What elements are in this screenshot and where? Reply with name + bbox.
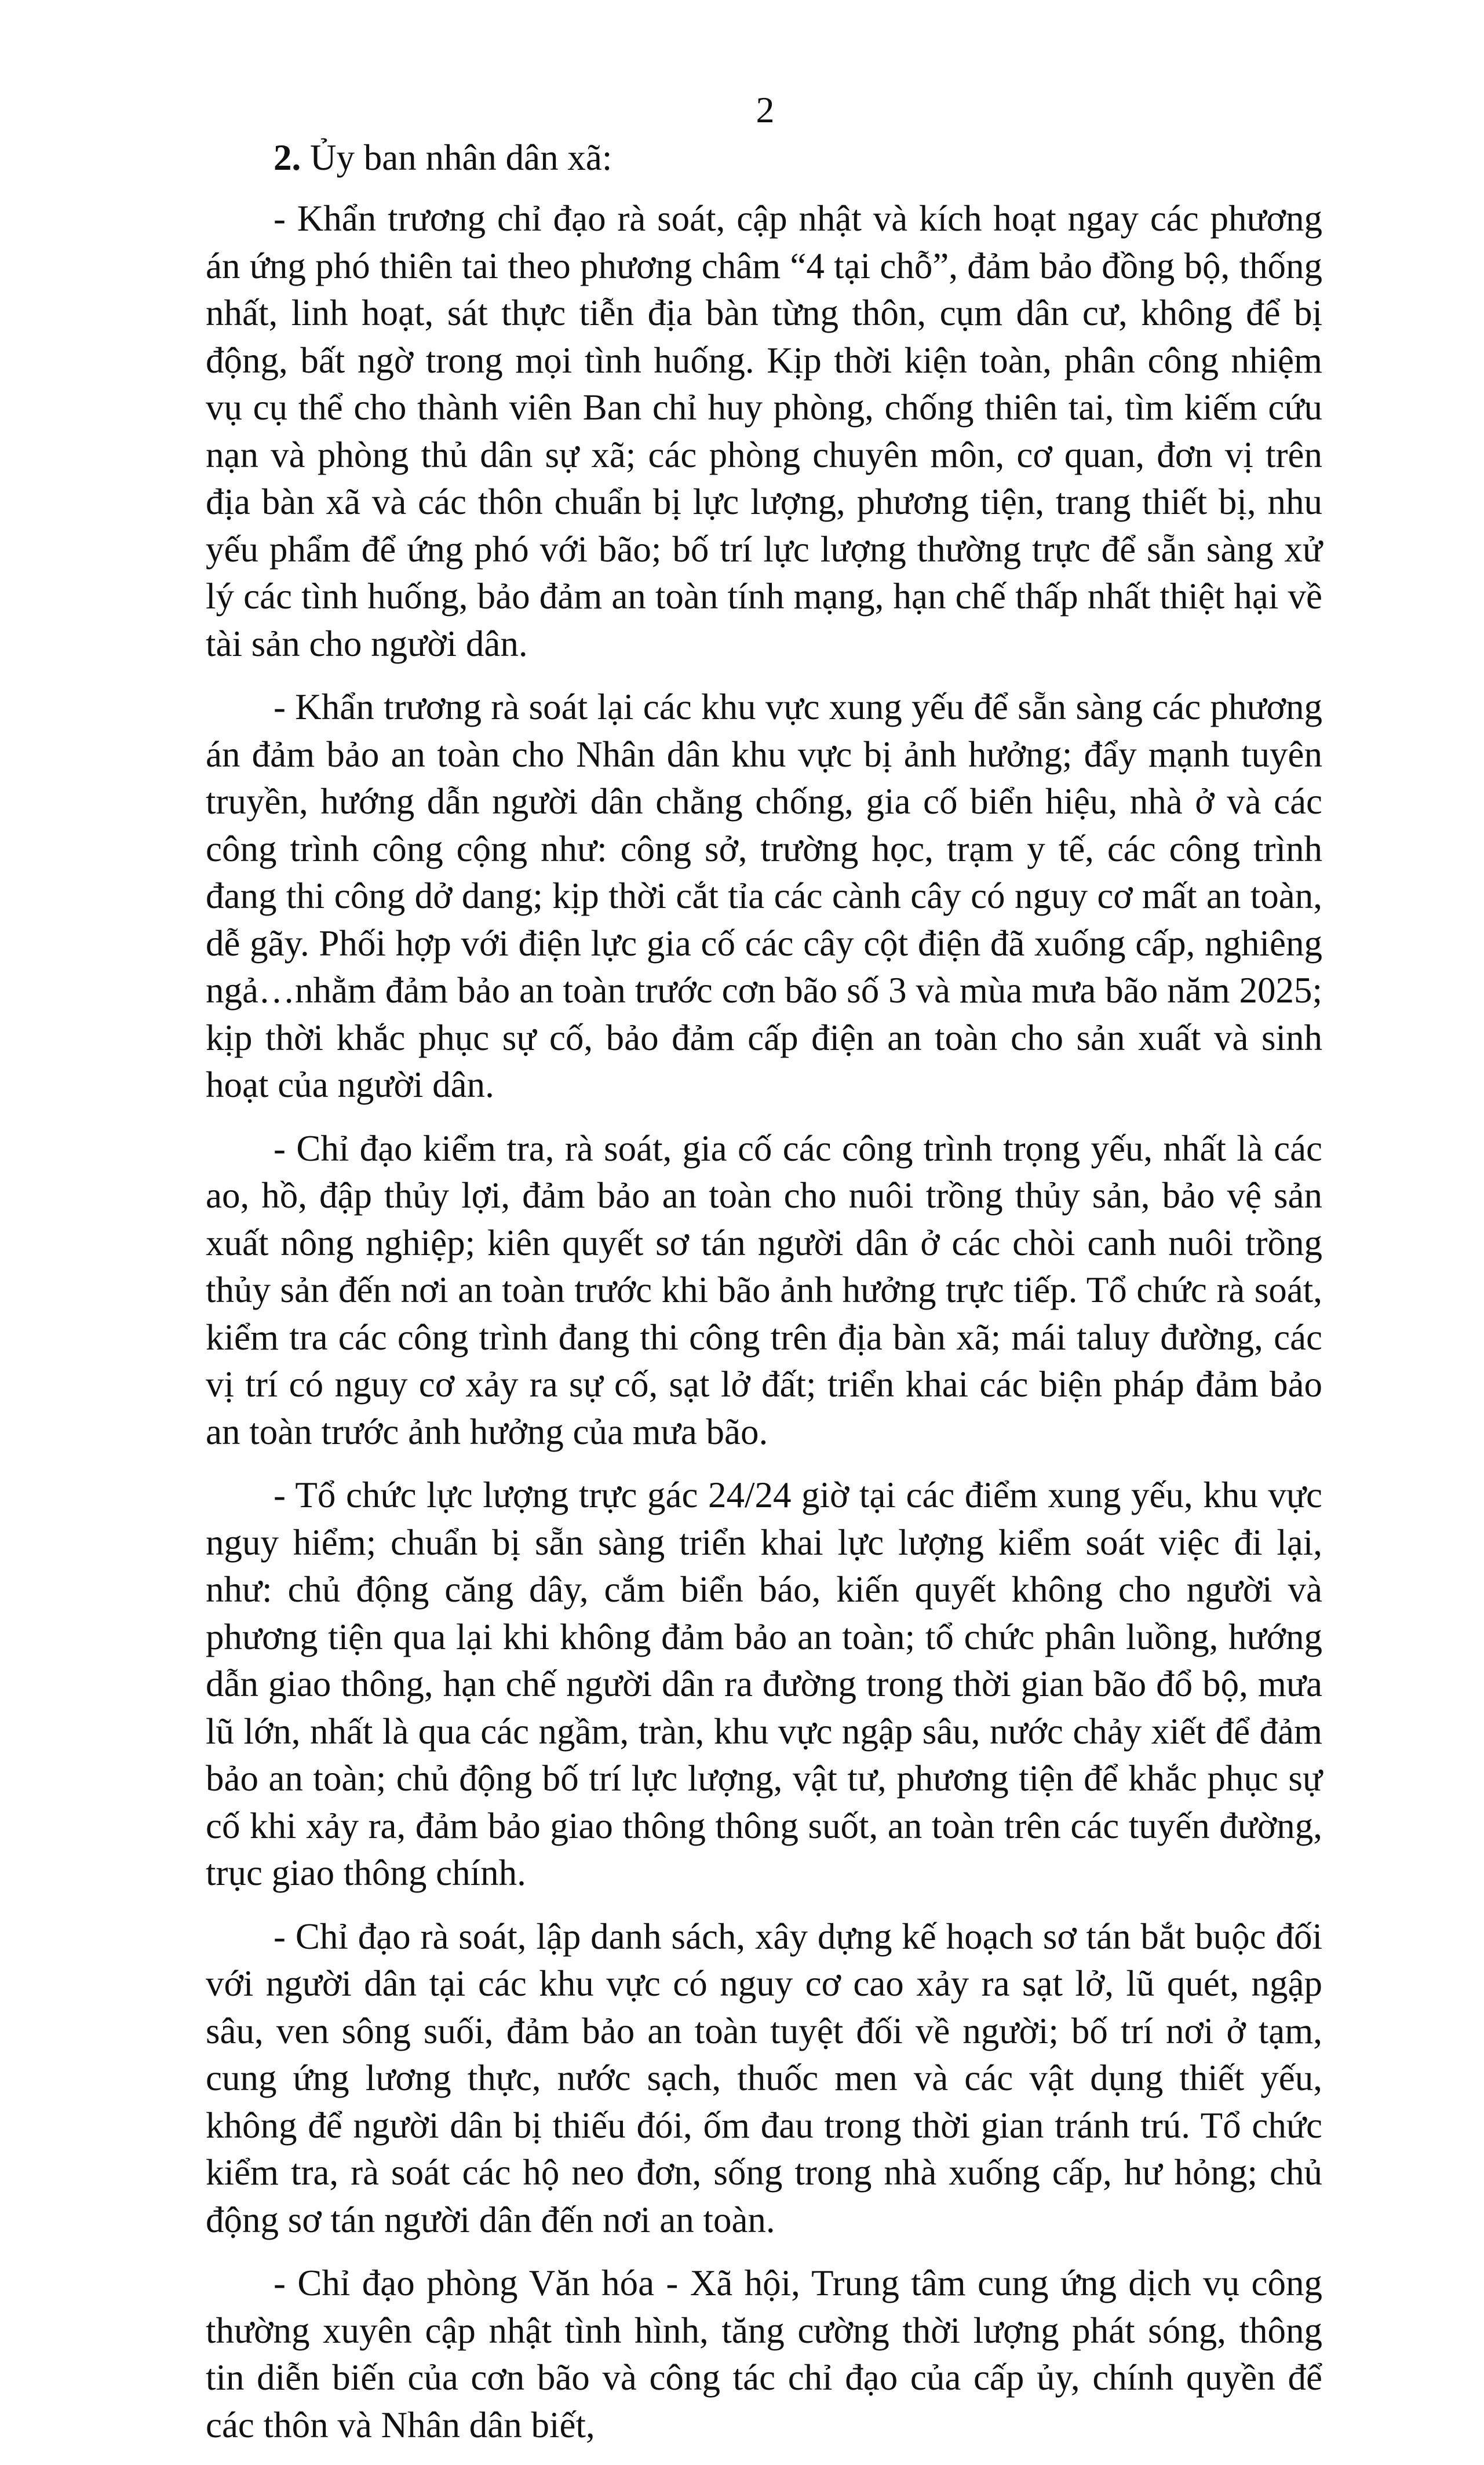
- paragraph-4: - Tổ chức lực lượng trực gác 24/24 giờ tại các điểm xung yếu, khu vực nguy hiểm; chuẩn bị sẵn sàng triển khai lực lượng kiểm soát việc đi lại, như: chủ động căng dây, cắm biển báo, kiến quyết không cho người và phương tiện qua lại khi không đảm bảo an toàn; tổ chức phân luồng, hướng dẫn giao thông, hạn chế người dân ra đường trong thời gian bão đổ bộ, mưa lũ lớn, nhất là qua các ngầm, tràn, khu vực ngập sâu, nước chảy xiết để đảm bảo an toàn; chủ động bố trí lực lượng, vật tư, phương tiện để khắc phục sự cố khi xảy ra, đảm bảo giao thông thông suốt, an toàn trên các tuyến đường, trục giao thông chính.: [206, 1475, 1322, 1893]
- document-body: [206, 134, 1322, 2465]
- page-number: 2: [756, 89, 775, 130]
- section-heading: [206, 134, 1322, 181]
- paragraph-1: - Khẩn trương chỉ đạo rà soát, cập nhật và kích hoạt ngay các phương án ứng phó thiên tai theo phương châm “4 tại chỗ”, đảm bảo đồng bộ, thống nhất, linh hoạt, sát thực tiễn địa bàn từng thôn, cụm dân cư, không để bị động, bất ngờ trong mọi tình huống. Kịp thời kiện toàn, phân công nhiệm vụ cụ thể cho thành viên Ban chỉ huy phòng, chống thiên tai, tìm kiếm cứu nạn và phòng thủ dân sự xã; các phòng chuyên môn, cơ quan, đơn vị trên địa bàn xã và các thôn chuẩn bị lực lượng, phương tiện, trang thiết bị, nhu yếu phẩm để ứng phó với bão; bố trí lực lượng thường trực để sẵn sàng xử lý các tình huống, bảo đảm an toàn tính mạng, hạn chế thấp nhất thiệt hại về tài sản cho người dân.: [206, 198, 1322, 664]
- section-title: Ủy ban nhân dân xã:: [301, 137, 612, 178]
- section-number: 2.: [274, 137, 301, 178]
- paragraph-6: - Chỉ đạo phòng Văn hóa - Xã hội, Trung tâm cung ứng dịch vụ công thường xuyên cập nhật tình hình, tăng cường thời lượng phát sóng, thông tin diễn biến của cơn bão và công tác chỉ đạo của cấp ủy, chính quyền để các thôn và Nhân dân biết,: [206, 2263, 1322, 2445]
- paragraph-2: - Khẩn trương rà soát lại các khu vực xung yếu để sẵn sàng các phương án đảm bảo an toàn cho Nhân dân khu vực bị ảnh hưởng; đẩy mạnh tuyên truyền, hướng dẫn người dân chằng chống, gia cố biển hiệu, nhà ở và các công trình công cộng như: công sở, trường học, trạm y tế, các công trình đang thi công dở dang; kịp thời cắt tỉa các cành cây có nguy cơ mất an toàn, dễ gãy. Phối hợp với điện lực gia cố các cây cột điện đã xuống cấp, nghiêng ngả…nhằm đảm bảo an toàn trước cơn bão số 3 và mùa mưa bão năm 2025; kịp thời khắc phục sự cố, bảo đảm cấp điện an toàn cho sản xuất và sinh hoạt của người dân.: [206, 687, 1322, 1105]
- paragraph-3: - Chỉ đạo kiểm tra, rà soát, gia cố các công trình trọng yếu, nhất là các ao, hồ, đập thủy lợi, đảm bảo an toàn cho nuôi trồng thủy sản, bảo vệ sản xuất nông nghiệp; kiên quyết sơ tán người dân ở các chòi canh nuôi trồng thủy sản đến nơi an toàn trước khi bão ảnh hưởng trực tiếp. Tổ chức rà soát, kiểm tra các công trình đang thi công trên địa bàn xã; mái taluy đường, các vị trí có nguy cơ xảy ra sự cố, sạt lở đất; triển khai các biện pháp đảm bảo an toàn trước ảnh hưởng của mưa bão.: [206, 1128, 1322, 1452]
- paragraph-5: - Chỉ đạo rà soát, lập danh sách, xây dựng kế hoạch sơ tán bắt buộc đối với người dân tại các khu vực có nguy cơ cao xảy ra sạt lở, lũ quét, ngập sâu, ven sông suối, đảm bảo an toàn tuyệt đối về người; bố trí nơi ở tạm, cung ứng lương thực, nước sạch, thuốc men và các vật dụng thiết yếu, không để người dân bị thiếu đói, ốm đau trong thời gian tránh trú. Tổ chức kiểm tra, rà soát các hộ neo đơn, sống trong nhà xuống cấp, hư hỏng; chủ động sơ tán người dân đến nơi an toàn.: [206, 1916, 1322, 2240]
